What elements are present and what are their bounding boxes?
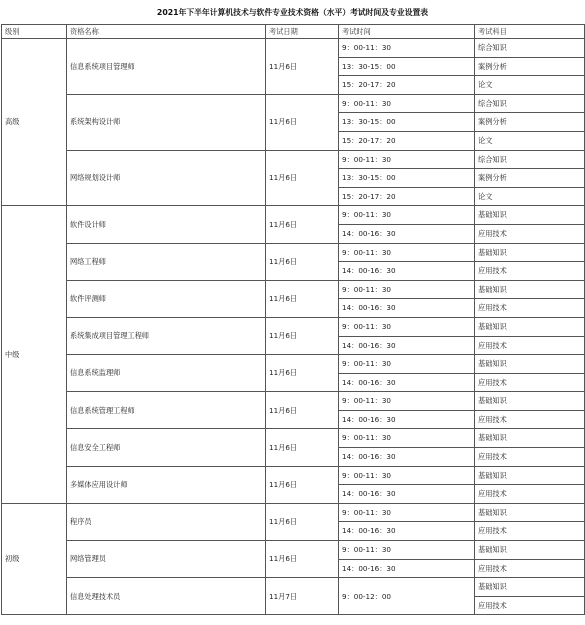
exam-time-cell: 9：00-12：00 (339, 578, 475, 615)
exam-subject-cell: 基础知识 (475, 541, 585, 560)
qualification-name-cell: 网络工程师 (67, 243, 266, 280)
table-row (2, 392, 585, 411)
exam-subject-cell: 应用技术 (475, 596, 585, 615)
level-cell: 中级 (2, 206, 67, 504)
exam-time-cell: 15：20-17：20 (339, 131, 475, 150)
exam-date-cell: 11月6日 (266, 429, 339, 466)
exam-time-cell: 14：00-16：30 (339, 224, 475, 243)
exam-subject-cell: 基础知识 (475, 280, 585, 299)
qualification-name-cell: 系统架构设计师 (67, 94, 266, 150)
exam-date-cell: 11月6日 (266, 206, 339, 243)
header-level: 级别 (2, 25, 67, 39)
exam-subject-cell: 应用技术 (475, 299, 585, 318)
exam-subject-cell: 论文 (475, 76, 585, 95)
exam-subject-cell: 基础知识 (475, 243, 585, 262)
qualification-name-cell: 网络规划设计师 (67, 150, 266, 206)
exam-time-cell: 9：00-11：30 (339, 94, 475, 113)
table-row (2, 280, 585, 299)
exam-subject-cell: 案例分析 (475, 113, 585, 132)
level-cell: 初级 (2, 503, 67, 615)
exam-subject-cell: 综合知识 (475, 150, 585, 169)
qualification-name-cell: 软件评测师 (67, 280, 266, 317)
exam-subject-cell: 案例分析 (475, 57, 585, 76)
qualification-name-cell: 信息系统监理师 (67, 355, 266, 392)
exam-date-cell: 11月6日 (266, 94, 339, 150)
exam-time-cell: 14：00-16：30 (339, 522, 475, 541)
header-exam-time: 考试时间 (339, 25, 475, 39)
qualification-name-cell: 多媒体应用设计师 (67, 466, 266, 503)
exam-time-cell: 14：00-16：30 (339, 373, 475, 392)
exam-time-cell: 14：00-16：30 (339, 262, 475, 281)
exam-time-cell: 14：00-16：30 (339, 485, 475, 504)
exam-time-cell: 14：00-16：30 (339, 299, 475, 318)
exam-time-cell: 9：00-11：30 (339, 206, 475, 225)
exam-time-cell: 15：20-17：20 (339, 187, 475, 206)
exam-date-cell: 11月6日 (266, 39, 339, 95)
exam-date-cell: 11月6日 (266, 392, 339, 429)
qualification-name-cell: 信息系统管理工程师 (67, 392, 266, 429)
exam-subject-cell: 应用技术 (475, 410, 585, 429)
exam-subject-cell: 综合知识 (475, 39, 585, 58)
exam-subject-cell: 基础知识 (475, 503, 585, 522)
qualification-name-cell: 信息系统项目管理师 (67, 39, 266, 95)
exam-date-cell: 11月6日 (266, 280, 339, 317)
table-row (2, 150, 585, 169)
exam-subject-cell: 应用技术 (475, 373, 585, 392)
table-header-row (2, 25, 585, 39)
exam-time-cell: 14：00-16：30 (339, 336, 475, 355)
exam-subject-cell: 应用技术 (475, 485, 585, 504)
exam-date-cell: 11月6日 (266, 355, 339, 392)
exam-subject-cell: 应用技术 (475, 336, 585, 355)
exam-subject-cell: 应用技术 (475, 448, 585, 467)
table-row (2, 466, 585, 485)
qualification-name-cell: 信息处理技术员 (67, 578, 266, 615)
table-row (2, 429, 585, 448)
exam-time-cell: 9：00-11：30 (339, 150, 475, 169)
exam-date-cell: 11月6日 (266, 503, 339, 540)
exam-subject-cell: 基础知识 (475, 466, 585, 485)
exam-subject-cell: 案例分析 (475, 169, 585, 188)
qualification-name-cell: 程序员 (67, 503, 266, 540)
qualification-name-cell: 网络管理员 (67, 541, 266, 578)
exam-date-cell: 11月6日 (266, 466, 339, 503)
qualification-name-cell: 信息安全工程师 (67, 429, 266, 466)
exam-time-cell: 9：00-11：30 (339, 355, 475, 374)
qualification-name-cell: 软件设计师 (67, 206, 266, 243)
exam-time-cell: 9：00-11：30 (339, 503, 475, 522)
exam-subject-cell: 基础知识 (475, 392, 585, 411)
exam-time-cell: 13：30-15：00 (339, 113, 475, 132)
exam-subject-cell: 应用技术 (475, 224, 585, 243)
header-qualification-name: 资格名称 (67, 25, 266, 39)
table-row (2, 541, 585, 560)
exam-subject-cell: 论文 (475, 187, 585, 206)
page-title: 2021年下半年计算机技术与软件专业技术资格（水平）考试时间及专业设置表 (156, 8, 429, 17)
level-cell: 高级 (2, 39, 67, 206)
exam-date-cell: 11月6日 (266, 243, 339, 280)
exam-time-cell: 14：00-16：30 (339, 559, 475, 578)
exam-subject-cell: 基础知识 (475, 578, 585, 597)
exam-subject-cell: 综合知识 (475, 94, 585, 113)
exam-time-cell: 9：00-11：30 (339, 317, 475, 336)
exam-subject-cell: 应用技术 (475, 262, 585, 281)
exam-subject-cell: 应用技术 (475, 559, 585, 578)
exam-date-cell: 11月6日 (266, 317, 339, 354)
exam-time-cell: 15：20-17：20 (339, 76, 475, 95)
table-row (2, 206, 585, 225)
qualification-name-cell: 系统集成项目管理工程师 (67, 317, 266, 354)
exam-subject-cell: 基础知识 (475, 317, 585, 336)
exam-time-cell: 9：00-11：30 (339, 39, 475, 58)
table-row (2, 243, 585, 262)
header-exam-subject: 考试科目 (475, 25, 585, 39)
exam-time-cell: 14：00-16：30 (339, 410, 475, 429)
header-exam-date: 考试日期 (266, 25, 339, 39)
table-row (2, 578, 585, 597)
table-row (2, 317, 585, 336)
exam-date-cell: 11月6日 (266, 541, 339, 578)
exam-time-cell: 13：30-15：00 (339, 57, 475, 76)
exam-subject-cell: 基础知识 (475, 429, 585, 448)
exam-time-cell: 9：00-11：30 (339, 392, 475, 411)
exam-time-cell: 9：00-11：30 (339, 243, 475, 262)
exam-subject-cell: 基础知识 (475, 206, 585, 225)
exam-time-cell: 9：00-11：30 (339, 466, 475, 485)
table-row (2, 39, 585, 58)
table-row (2, 355, 585, 374)
table-row (2, 503, 585, 522)
table-body (2, 25, 585, 615)
exam-time-cell: 14：00-16：30 (339, 448, 475, 467)
exam-subject-cell: 应用技术 (475, 522, 585, 541)
exam-time-cell: 9：00-11：30 (339, 280, 475, 299)
table-row (2, 94, 585, 113)
exam-time-cell: 13：30-15：00 (339, 169, 475, 188)
exam-subject-cell: 论文 (475, 131, 585, 150)
exam-schedule-table (1, 24, 585, 615)
exam-date-cell: 11月7日 (266, 578, 339, 615)
exam-time-cell: 9：00-11：30 (339, 429, 475, 448)
exam-date-cell: 11月6日 (266, 150, 339, 206)
exam-subject-cell: 基础知识 (475, 355, 585, 374)
exam-time-cell: 9：00-11：30 (339, 541, 475, 560)
